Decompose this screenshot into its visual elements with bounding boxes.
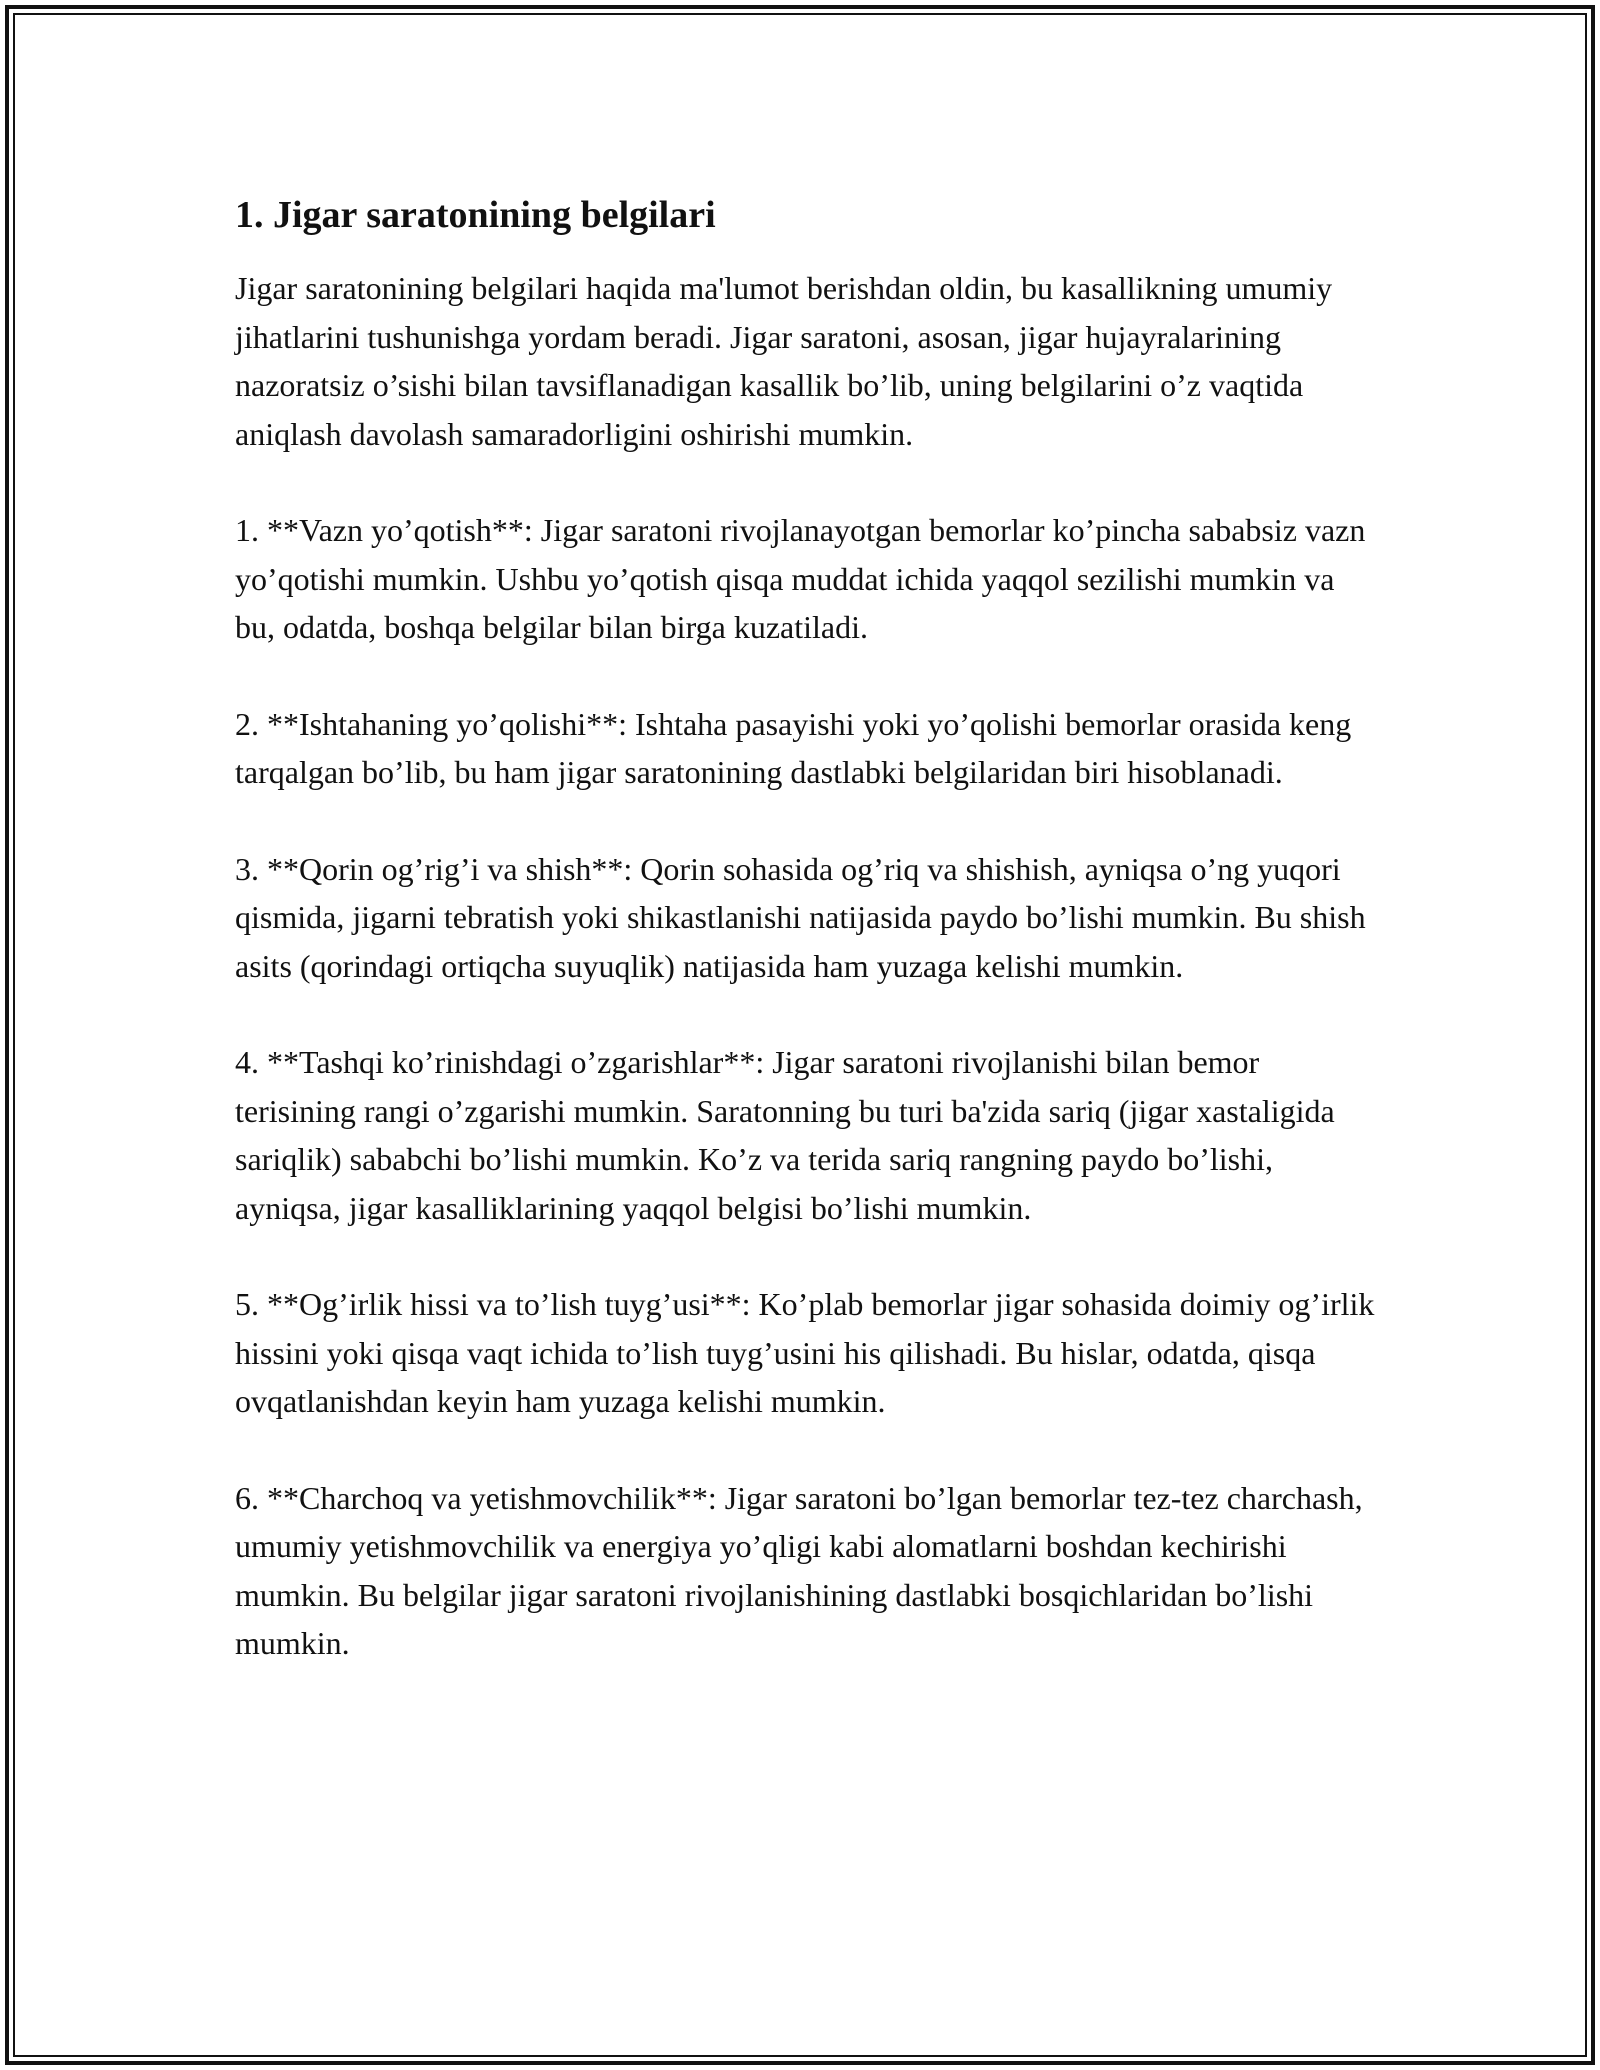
symptom-appearance-changes: 4. **Tashqi ko’rinishdagi o’zgarishlar**: Jigar saratoni rivojlanishi bilan bemor terisining rangi o’zgarishi mumkin. Saratonning bu turi ba'zida sariq (jigar xastaligida sariqlik) sababchi bo’lishi mumkin. Ko’z va terida sariq rangning paydo bo’lishi, ayniqsa, jigar kasalliklarining yaqqol belgisi bo’lishi mumkin.: [235, 1044, 1335, 1226]
symptom-abdominal-pain: 3. **Qorin og’rig’i va shish**: Qorin sohasida og’riq va shishish, ayniqsa o’ng yuqori qismida, jigarni tebratish yoki shikastlanishi natijasida paydo bo’lishi mumkin. Bu shish asits (qorindagi ortiqcha suyuqlik) natijasida ham yuzaga kelishi mumkin.: [235, 850, 1366, 984]
symptom-fatigue: 6. **Charchoq va yetishmovchilik**: Jigar saratoni bo’lgan bemorlar tez-tez charchash, umumiy yetishmovchilik va energiya yo’qligi kabi alomatlarni boshdan kechirishi mumkin. Bu belgilar jigar saratoni rivojlanishining dastlabki bosqichlaridan bo’lishi mumkin.: [235, 1479, 1363, 1661]
symptom-appetite-loss: 2. **Ishtahaning yo’qolishi**: Ishtaha pasayishi yoki yo’qolishi bemorlar orasida keng tarqalgan bo’lib, bu ham jigar saratonining dastlabki belgilaridan biri hisoblanadi.: [235, 705, 1352, 790]
section-heading: 1. Jigar saratonining belgilari: [235, 194, 716, 236]
document-body: [235, 188, 1375, 1716]
symptom-heaviness: 5. **Og’irlik hissi va to’lish tuyg’usi**: Ko’plab bemorlar jigar sohasida doimiy og’irlik hissini yoki qisqa vaqt ichida to’lish tuyg’usini his qilishadi. Bu hislar, odatda, qisqa ovqatlanishdan keyin ham yuzaga kelishi mumkin.: [235, 1286, 1375, 1419]
symptom-weight-loss: 1. **Vazn yo’qotish**: Jigar saratoni rivojlanayotgan bemorlar ko’pincha sababsiz vazn yo’qotishi mumkin. Ushbu yo’qotish qisqa muddat ichida yaqqol sezilishi mumkin va bu, odatda, boshqa belgilar bilan birga kuzatiladi.: [235, 512, 1366, 645]
intro-paragraph: Jigar saratonining belgilari haqida ma'lumot berishdan oldin, bu kasallikning umumiy jihatlarini tushunishga yordam beradi. Jigar saratoni, asosan, jigar hujayralarining nazoratsiz o’sishi bilan tavsiflanadigan kasallik bo’lib, uning belgilarini o’z vaqtida aniqlash davolash samaradorligini oshirishi mumkin.: [235, 270, 1333, 452]
